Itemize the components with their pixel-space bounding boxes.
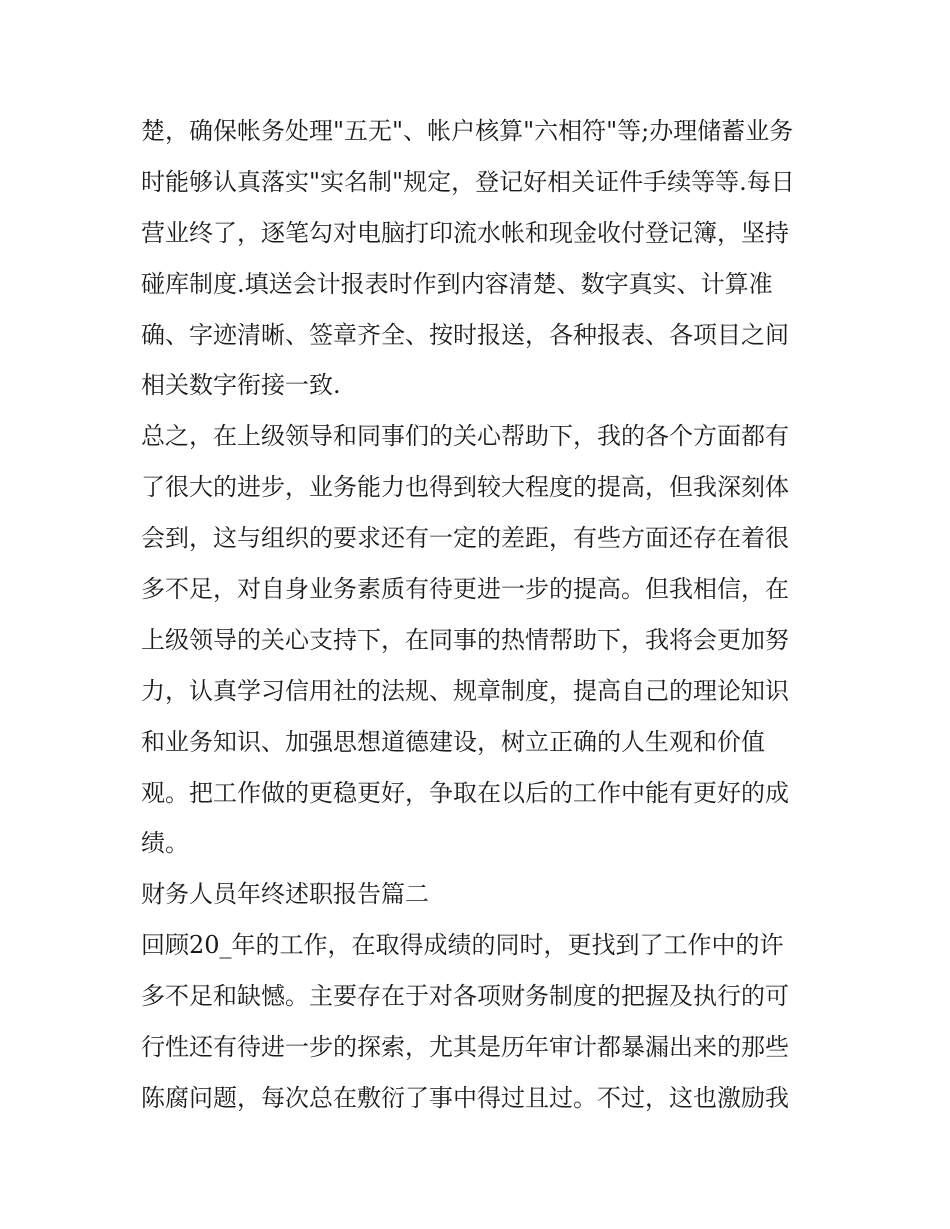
text-line: 碰库制度.填送会计报表时作到内容清楚、数字真实、计算准 xyxy=(141,269,773,298)
text-line: 回顾20_年的工作，在取得成绩的同时，更找到了工作中的许 xyxy=(141,931,784,960)
text-line: 多不足和缺憾。主要存在于对各项财务制度的把握及执行的可 xyxy=(141,982,789,1011)
text-line: 上级领导的关心支持下，在同事的热情帮助下，我将会更加努 xyxy=(141,625,789,654)
text-line: 观。把工作做的更稳更好，争取在以后的工作中能有更好的成 xyxy=(141,778,789,807)
text-line: 确、字迹清晰、签章齐全、按时报送，各种报表、各项目之间 xyxy=(141,320,789,349)
text-line: 会到，这与组织的要求还有一定的差距，有些方面还存在着很 xyxy=(141,524,789,553)
text-line: 营业终了，逐笔勾对电脑打印流水帐和现金收付登记簿，坚持 xyxy=(141,218,789,247)
text-line: 多不足，对自身业务素质有待更进一步的提高。但我相信，在 xyxy=(141,575,789,604)
text-line: 楚，确保帐务处理"五无"、帐户核算"六相符"等;办理储蓄业务 xyxy=(141,117,794,145)
section-heading: 财务人员年终述职报告篇二 xyxy=(141,880,429,909)
text-line: 行性还有待进一步的探索，尤其是历年审计都暴漏出来的那些 xyxy=(141,1033,789,1062)
text-line: 时能够认真落实"实名制"规定，登记好相关证件手续等等.每日 xyxy=(141,167,795,196)
text-line: 相关数字衔接一致. xyxy=(141,371,341,400)
text-line: 了很大的进步，业务能力也得到较大程度的提高，但我深刻体 xyxy=(141,473,789,502)
text-line: 力，认真学习信用社的法规、规章制度，提高自己的理论知识 xyxy=(141,676,789,705)
document-body xyxy=(141,106,821,1124)
text-line: 和业务知识、加强思想道德建设，树立正确的人生观和价值 xyxy=(141,727,765,756)
text-line: 绩。 xyxy=(141,829,189,858)
text-line: 总之，在上级领导和同事们的关心帮助下，我的各个方面都有 xyxy=(141,422,789,451)
text-line: 陈腐问题，每次总在敷衍了事中得过且过。不过，这也激励我 xyxy=(141,1083,789,1112)
